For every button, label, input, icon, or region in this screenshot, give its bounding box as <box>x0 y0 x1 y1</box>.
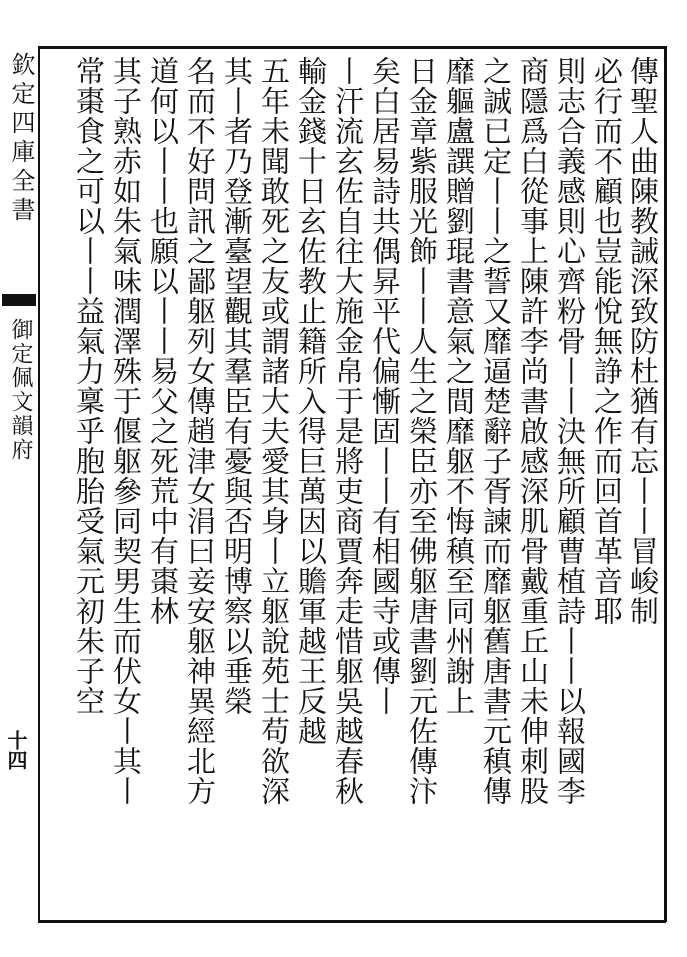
text-column-14: 道何以丨丨也願以丨丨易父之死荒中有棗林 <box>146 56 180 626</box>
text-column-3: 則志合義感則心齊粉骨丨丨決無所顧曹植詩丨丨以報國李 <box>553 56 587 806</box>
text-column-2: 必行而不顧也豈能悅無諍之作而回首革音耶 <box>590 56 624 626</box>
frame-bottom-rule <box>38 920 666 923</box>
text-column-5: 之誠已定丨丨之誓又靡逼楚辭子胥諫而靡躯舊唐書元稹傳 <box>479 56 513 806</box>
text-column-12: 其丨者乃登漸臺望觀其羣臣有憂與否明博察以垂榮 <box>220 56 254 716</box>
text-column-10: 輸金錢十日玄佐教止籍所入得巨萬因以贍軍越王反越 <box>294 56 328 746</box>
text-column-11: 五年未聞敢死之友或謂諸大夫愛其身丨立躯說苑士苟欲深 <box>257 56 291 806</box>
margin-fishtail-mark <box>2 294 36 306</box>
text-column-7: 日金章紫服光飾丨丨人生之榮臣亦至佛躯唐書劉元佐傳汴 <box>405 56 439 806</box>
text-column-16: 常棗食之可以丨丨益氣力稟乎胞胎受氣元初朱子空 <box>72 56 106 716</box>
page-folio-number: 十四 <box>4 730 28 770</box>
text-column-15: 其子熟赤如朱氣味潤澤殊于偃躯參同契男生而伏女丨其丨 <box>109 56 143 806</box>
frame-top-rule <box>38 46 666 49</box>
text-column-8: 矣白居易詩共偶昇平代偏慚固丨丨有相國寺或傳丨 <box>368 56 402 716</box>
text-column-4: 商隱爲白從事上陳許李尚書啟感深肌骨戴重丘山未伸刺股 <box>516 56 550 806</box>
text-column-1: 傳聖人曲陳教誡深致防杜猶有忘丨丨冒峻制 <box>626 56 660 626</box>
margin-collection-title: 欽定四庫全書 <box>7 52 35 226</box>
text-column-13: 名而不好問訊之鄙躯列女傳趙津女涓曰妾安躯神異經北方 <box>183 56 217 806</box>
frame-right-rule <box>664 46 667 922</box>
text-column-9: 丨汗流玄佐自往大施金帛于是將吏商賈奔走惜躯吳越春秋 <box>331 56 365 806</box>
text-column-6: 靡軀盧譔贈劉琨書意氣之間靡躯不悔稹至同州謝上 <box>442 56 476 716</box>
margin-book-title: 御定佩文韻府 <box>8 318 33 462</box>
